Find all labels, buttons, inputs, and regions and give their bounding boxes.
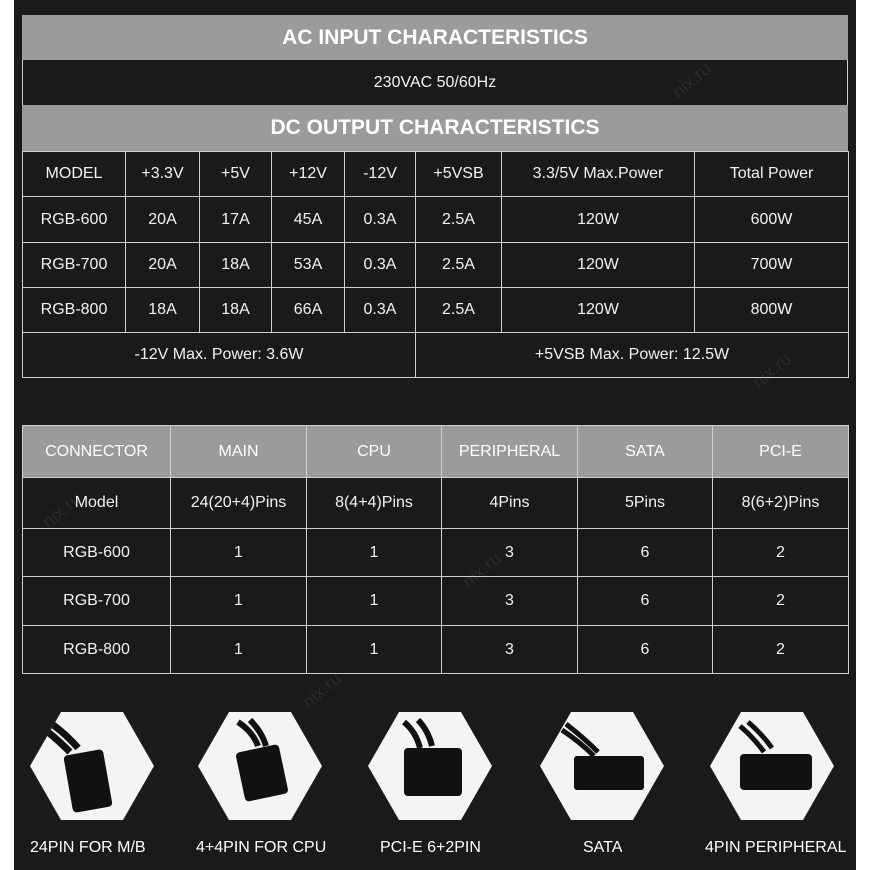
connector-cell: 1 bbox=[307, 626, 442, 674]
dc-cell: RGB-600 bbox=[23, 197, 126, 243]
dc-header-cell: 3.3/5V Max.Power bbox=[502, 152, 695, 197]
connector-cell: 3 bbox=[442, 626, 578, 674]
dc-cell: RGB-700 bbox=[23, 243, 126, 288]
connector-header-cell: SATA bbox=[578, 426, 713, 478]
connector-cell: 1 bbox=[307, 577, 442, 626]
dc-header-cell: +5V bbox=[200, 152, 272, 197]
connector-cell: 8(4+4)Pins bbox=[307, 478, 442, 529]
caption-pcie: PCI-E 6+2PIN bbox=[380, 839, 481, 856]
ac-input-title: AC INPUT CHARACTERISTICS bbox=[22, 15, 848, 60]
dc-cell: 600W bbox=[695, 197, 849, 243]
dc-cell: 45A bbox=[272, 197, 345, 243]
dc-header-cell: +5VSB bbox=[416, 152, 502, 197]
caption-4pin-peripheral: 4PIN PERIPHERAL bbox=[705, 839, 847, 856]
connector-cell: 5Pins bbox=[578, 478, 713, 529]
dc-header-cell: MODEL bbox=[23, 152, 126, 197]
dc-cell: 53A bbox=[272, 243, 345, 288]
dc-output-title: DC OUTPUT CHARACTERISTICS bbox=[22, 105, 848, 151]
dc-cell: 18A bbox=[126, 288, 200, 333]
connector-cell: RGB-600 bbox=[23, 529, 171, 577]
caption-24pin: 24PIN FOR M/B bbox=[30, 839, 146, 856]
connector-cell: 1 bbox=[171, 529, 307, 577]
dc-cell: 2.5A bbox=[416, 243, 502, 288]
connector-cell: RGB-700 bbox=[23, 577, 171, 626]
caption-cpu: 4+4PIN FOR CPU bbox=[196, 839, 327, 856]
dc-header-row bbox=[23, 152, 849, 197]
dc-cell: 0.3A bbox=[345, 243, 416, 288]
table-row bbox=[23, 577, 849, 626]
dc-cell: 66A bbox=[272, 288, 345, 333]
connector-cell: RGB-800 bbox=[23, 626, 171, 674]
connector-cell: 2 bbox=[713, 626, 849, 674]
connector-cell: 6 bbox=[578, 529, 713, 577]
table-row bbox=[23, 529, 849, 577]
dc-cell: 2.5A bbox=[416, 197, 502, 243]
dc-cell: 20A bbox=[126, 243, 200, 288]
table-row bbox=[23, 626, 849, 674]
dc-cell: 17A bbox=[200, 197, 272, 243]
table-row bbox=[23, 243, 849, 288]
connector-cell: 1 bbox=[307, 529, 442, 577]
connector-cell: 6 bbox=[578, 626, 713, 674]
dc-cell: 800W bbox=[695, 288, 849, 333]
connector-cell: 1 bbox=[171, 577, 307, 626]
dc-cell: 2.5A bbox=[416, 288, 502, 333]
ac-input-value: 230VAC 50/60Hz bbox=[22, 60, 848, 105]
table-row bbox=[23, 197, 849, 243]
connector-cell: 2 bbox=[713, 529, 849, 577]
caption-sata: SATA bbox=[583, 839, 623, 856]
dc-cell: 18A bbox=[200, 243, 272, 288]
dc-cell: 700W bbox=[695, 243, 849, 288]
dc-header-cell: +3.3V bbox=[126, 152, 200, 197]
dc-cell: 18A bbox=[200, 288, 272, 333]
dc-footer-row bbox=[23, 333, 849, 378]
dc-output-table bbox=[22, 151, 849, 378]
dc-cell: 120W bbox=[502, 197, 695, 243]
dc-cell: 120W bbox=[502, 288, 695, 333]
dc-cell: 120W bbox=[502, 243, 695, 288]
connector-header-cell: PCI-E bbox=[713, 426, 849, 478]
connector-model-row bbox=[23, 478, 849, 529]
connector-cell: 3 bbox=[442, 529, 578, 577]
table-row bbox=[23, 288, 849, 333]
dc-header-cell: -12V bbox=[345, 152, 416, 197]
connector-cell: 1 bbox=[171, 626, 307, 674]
5vsb-max-power: +5VSB Max. Power: 12.5W bbox=[416, 333, 849, 378]
connector-header-cell: PERIPHERAL bbox=[442, 426, 578, 478]
dc-cell: 0.3A bbox=[345, 288, 416, 333]
connector-cell: 8(6+2)Pins bbox=[713, 478, 849, 529]
connector-cell: 2 bbox=[713, 577, 849, 626]
connector-cell: 6 bbox=[578, 577, 713, 626]
connector-cell: 4Pins bbox=[442, 478, 578, 529]
dc-header-cell: Total Power bbox=[695, 152, 849, 197]
connector-cell: Model bbox=[23, 478, 171, 529]
connector-header-cell: MAIN bbox=[171, 426, 307, 478]
connector-table bbox=[22, 425, 849, 674]
dc-header-cell: +12V bbox=[272, 152, 345, 197]
connector-header-row bbox=[23, 426, 849, 478]
dc-cell: 0.3A bbox=[345, 197, 416, 243]
connector-cell: 24(20+4)Pins bbox=[171, 478, 307, 529]
connector-header-cell: CONNECTOR bbox=[23, 426, 171, 478]
minus12v-max-power: -12V Max. Power: 3.6W bbox=[23, 333, 416, 378]
connector-header-cell: CPU bbox=[307, 426, 442, 478]
dc-cell: RGB-800 bbox=[23, 288, 126, 333]
connector-cell: 3 bbox=[442, 577, 578, 626]
dc-cell: 20A bbox=[126, 197, 200, 243]
